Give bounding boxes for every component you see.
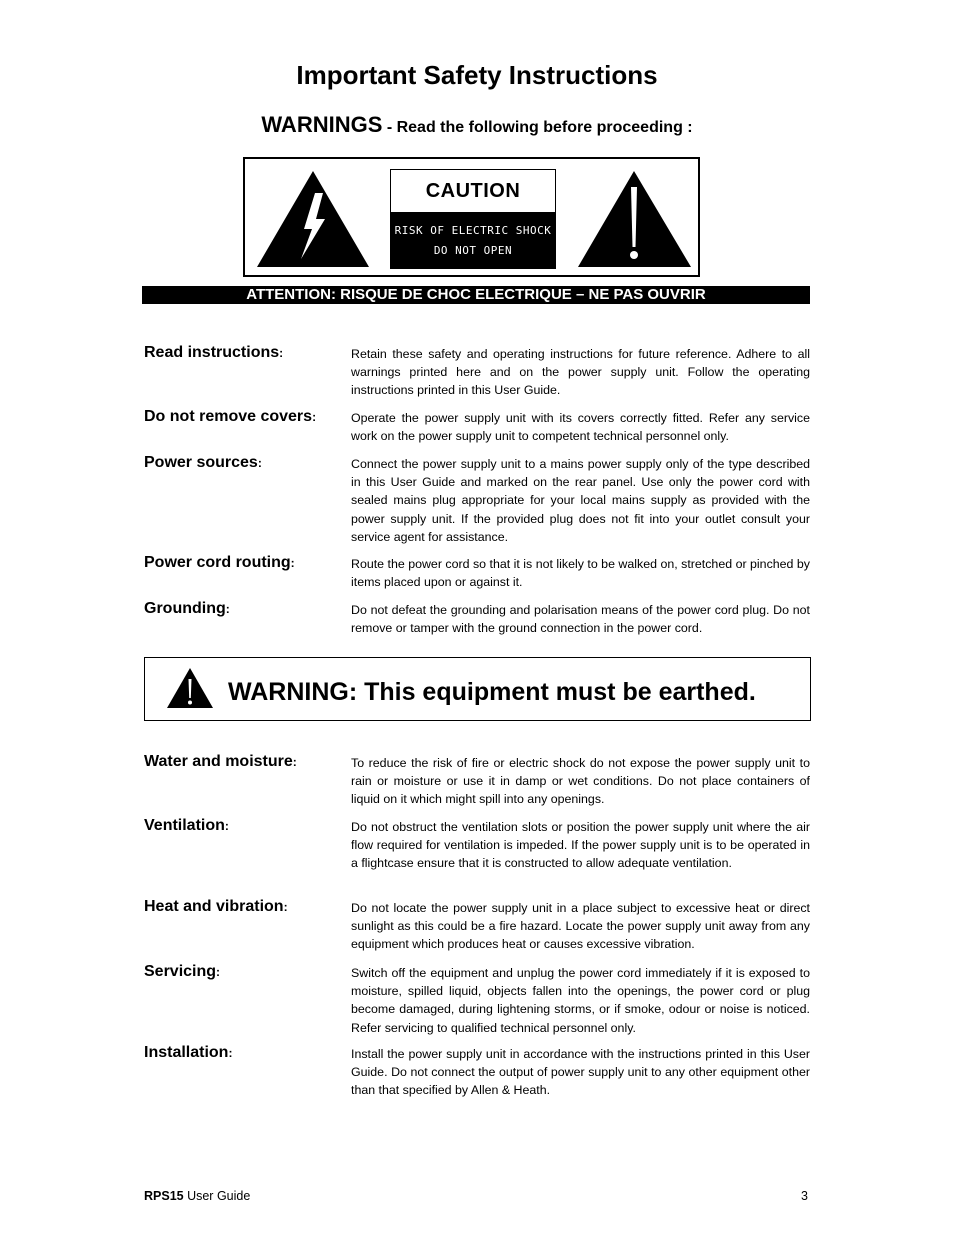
instructions-section-1 — [144, 343, 810, 645]
instruction-label: Read instructions: — [144, 344, 284, 361]
instruction-desc: Connect the power supply unit to a mains power supply only of the type described in this User Guide and marked on the rear panel. Use only the power cord with sealed mains plug appropriate for your local mains supply as provided with the power supply unit. If the provided plug does not fit into your outlet consult your service agent for assistance. — [351, 457, 810, 544]
caution-text-block — [391, 212, 555, 268]
instruction-desc: To reduce the risk of fire or electric shock do not expose the power supply unit to rain or moisture or use it in damp or wet conditions. Do not place containers of liquid on it which might spill into any openings. — [351, 756, 810, 807]
instruction-desc: Do not defeat the grounding and polarisation means of the power cord plug. Do not remove or tamper with the ground connection in the power cord. — [351, 603, 810, 636]
instruction-row — [144, 599, 810, 645]
instruction-desc: Switch off the equipment and unplug the power cord immediately if it is exposed to moisture, spilled liquid, objects fallen into the openings, the power cord or plug become damaged, during lightening storms, or if smoke, odour or noise is noticed. Refer servicing to qualified technical personnel only. — [351, 966, 810, 1035]
instruction-label: Heat and vibration: — [144, 898, 288, 915]
earthing-warning-banner — [144, 657, 811, 721]
footer-page-number: 3 — [801, 1189, 808, 1203]
instruction-desc: Do not obstruct the ventilation slots or position the power supply unit where the air flow required for ventilation is impeded. If the power supply unit is to be operated in a flightcase ensure that it is constructed to allow adequate ventilation. — [351, 820, 810, 871]
warning-triangle-icon — [165, 666, 215, 710]
instruction-row — [144, 1043, 810, 1107]
footer-doc: User Guide — [183, 1189, 251, 1203]
instruction-row — [144, 816, 810, 897]
instruction-desc: Operate the power supply unit with its covers correctly fitted. Refer any service work on the power supply unit to competent technical personnel only. — [351, 411, 810, 444]
exclamation-triangle-icon — [578, 171, 691, 267]
footer-product: RPS15 — [144, 1189, 184, 1203]
caution-line-2: DO NOT OPEN — [433, 244, 513, 257]
instruction-label: Ventilation: — [144, 817, 229, 834]
instruction-row — [144, 752, 810, 816]
instruction-label: Power cord routing: — [144, 554, 295, 571]
caution-label — [390, 169, 556, 269]
instruction-desc: Route the power cord so that it is not likely to be walked on, stretched or pinched by items placed upon or against it. — [351, 557, 810, 590]
instruction-label: Installation: — [144, 1044, 233, 1061]
instruction-desc: Retain these safety and operating instructions for future reference. Adhere to all warnings printed here and on the power supply unit. Follow the operating instructions printed in this User Guide. — [351, 347, 810, 398]
footer-doc-title — [144, 1189, 250, 1203]
caution-symbol-panel — [243, 157, 700, 277]
lightning-triangle-icon — [257, 171, 369, 267]
instruction-row — [144, 343, 810, 407]
caution-line-1: RISK OF ELECTRIC SHOCK — [394, 224, 552, 237]
attention-bar: ATTENTION: RISQUE DE CHOC ELECTRIQUE – NE PAS OUVRIR — [142, 286, 810, 304]
instruction-row — [144, 553, 810, 599]
subtitle-text: Read the following before proceeding : — [396, 119, 693, 136]
page-title: Important Safety Instructions — [296, 60, 658, 90]
warnings-subtitle — [0, 112, 954, 138]
instructions-section-2 — [144, 752, 810, 1107]
caution-heading: CAUTION — [391, 170, 555, 212]
instruction-row — [144, 407, 810, 453]
instruction-desc: Install the power supply unit in accordance with the instructions printed in this User Guide. Do not connect the output of power supply unit to any other equipment other than that specified by Allen & Heath. — [351, 1047, 810, 1098]
instruction-label: Do not remove covers: — [144, 408, 317, 425]
subtitle-separator: - — [382, 119, 397, 136]
instruction-row — [144, 897, 810, 962]
warnings-heading: WARNINGS — [261, 112, 383, 137]
earthing-warning-text: WARNING: This equipment must be earthed. — [228, 678, 756, 706]
instruction-desc: Do not locate the power supply unit in a place subject to excessive heat or direct sunlight as this could be a fire hazard. Locate the power supply unit away from any equipment which produces heat or causes excessive vibration. — [351, 901, 810, 952]
instruction-label: Grounding: — [144, 600, 230, 617]
instruction-label: Power sources: — [144, 454, 262, 471]
instruction-label: Servicing: — [144, 963, 221, 980]
instruction-label: Water and moisture: — [144, 753, 297, 770]
instruction-row — [144, 453, 810, 553]
instruction-row — [144, 962, 810, 1043]
